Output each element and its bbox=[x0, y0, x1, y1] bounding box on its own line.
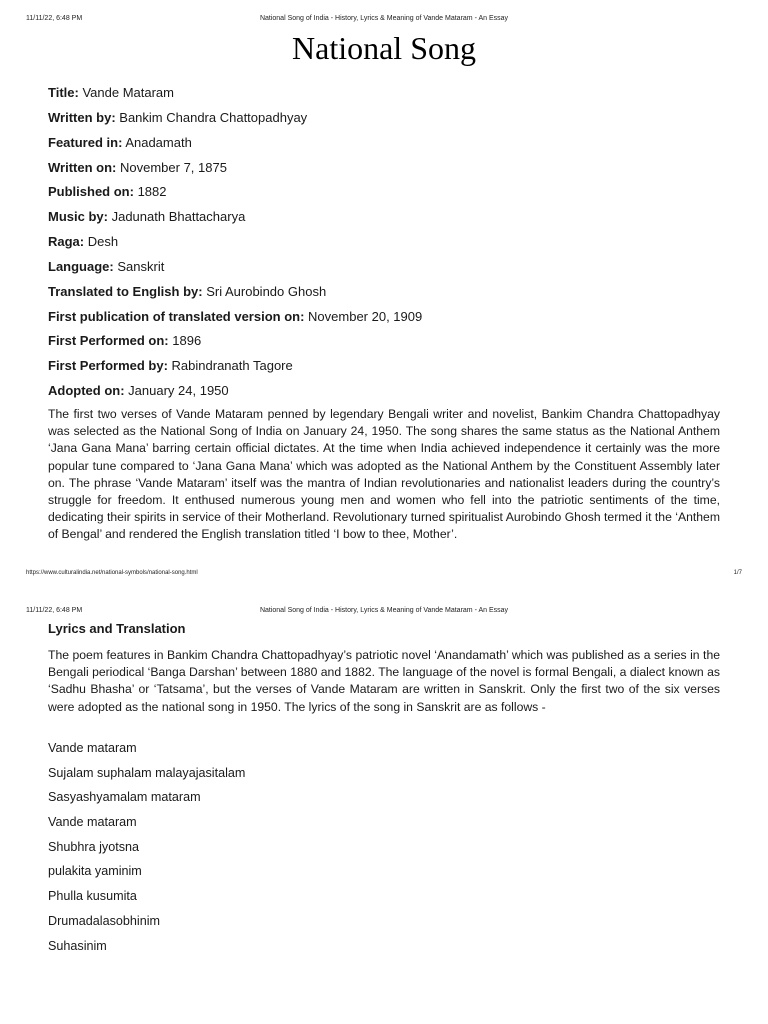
fact-written-by bbox=[48, 106, 720, 131]
fact-value: Rabindranath Tagore bbox=[171, 358, 293, 374]
fact-label: Translated to English by: bbox=[48, 283, 203, 299]
fact-label: Language: bbox=[48, 258, 114, 274]
fact-featured-in bbox=[48, 131, 720, 156]
fact-first-performed-by bbox=[48, 354, 720, 379]
intro-paragraph: The first two verses of Vande Mataram penned by legendary Bengali writer and novelist, Bankim Chandra Chattopadhyay was selected as the National Song of India on January 24, 1950. The song shares the same status as the National Anthem ‘Jana Gana Mana’ barring certain official dictates. At the time when India achieved independence it certainly was the more popular tune compared to ‘Jana Gana Mana’ which was adopted as the National Anthem by the Constituent Assembly later on. The phrase ‘Vande Mataram’ itself was the mantra of Indian revolutionaries and nationalist leaders during the country’s struggle for freedom. It enthused numerous young men and women who fell into the patriotic sentiments of the time, dedicating their spirits in service of their Motherland. Revolutionary turned spiritualist Aurobindo Ghosh termed it the ‘Anthem of Bengal’ and rendered the English translation titled ‘I bow to thee, Mother’. bbox=[48, 407, 720, 542]
fact-raga bbox=[48, 230, 720, 255]
lyric-line: Sasyashyamalam mataram bbox=[48, 790, 201, 805]
fact-first-publication-translated bbox=[48, 305, 720, 330]
lyric-line: Suhasinim bbox=[48, 938, 107, 953]
print-timestamp: 11/11/22, 6:48 PM bbox=[26, 15, 83, 22]
fact-label: First Performed by: bbox=[48, 358, 168, 374]
fact-label: Featured in: bbox=[48, 134, 123, 150]
print-timestamp: 11/11/22, 6:48 PM bbox=[26, 607, 83, 614]
fact-label: Title: bbox=[48, 85, 79, 100]
fact-value: January 24, 1950 bbox=[128, 383, 229, 399]
print-header bbox=[0, 607, 768, 619]
facts-list bbox=[48, 81, 720, 404]
fact-value: Sanskrit bbox=[117, 258, 165, 274]
fact-label: Written on: bbox=[48, 159, 117, 175]
fact-label: Adopted on: bbox=[48, 383, 125, 399]
fact-label: Music by: bbox=[48, 209, 108, 225]
print-footer bbox=[0, 570, 768, 582]
fact-value: 1896 bbox=[172, 333, 202, 349]
fact-label: Raga: bbox=[48, 234, 85, 250]
lyric-line: Phulla kusumita bbox=[48, 889, 137, 904]
lyric-line: Drumadalasobhinim bbox=[48, 913, 160, 928]
fact-label: Written by: bbox=[48, 109, 116, 125]
fact-title bbox=[48, 81, 720, 106]
fact-value: November 7, 1875 bbox=[119, 159, 227, 175]
fact-value: Sri Aurobindo Ghosh bbox=[206, 283, 327, 299]
fact-label: Published on: bbox=[48, 184, 134, 200]
print-document-title: National Song of India - History, Lyrics & Meaning of Vande Mataram - An Essay bbox=[259, 15, 509, 22]
fact-translated-by bbox=[48, 280, 720, 305]
fact-language bbox=[48, 255, 720, 280]
print-header bbox=[0, 15, 768, 27]
print-document-title: National Song of India - History, Lyrics & Meaning of Vande Mataram - An Essay bbox=[259, 607, 509, 614]
fact-value: Vande Mataram bbox=[82, 85, 174, 100]
fact-music-by bbox=[48, 205, 720, 230]
page-title: National Song bbox=[292, 30, 476, 66]
fact-value: 1882 bbox=[137, 184, 167, 200]
fact-written-on bbox=[48, 156, 720, 181]
lyrics-list bbox=[48, 736, 720, 958]
page-url: https://www.culturalindia.net/national-symbols/national-song.html bbox=[26, 570, 198, 576]
fact-published-on bbox=[48, 180, 720, 205]
fact-value: Bankim Chandra Chattopadhyay bbox=[119, 109, 308, 125]
fact-value: Desh bbox=[87, 234, 119, 250]
fact-label: First Performed on: bbox=[48, 333, 169, 349]
lyric-line: Sujalam suphalam malayajasitalam bbox=[48, 765, 246, 780]
fact-value: November 20, 1909 bbox=[308, 308, 423, 324]
lyric-line: pulakita yaminim bbox=[48, 864, 142, 879]
fact-value: Anadamath bbox=[125, 134, 192, 150]
fact-label: First publication of translated version on: bbox=[48, 308, 305, 324]
lyric-line: Vande mataram bbox=[48, 815, 137, 830]
lyric-line: Vande mataram bbox=[48, 741, 137, 755]
fact-first-performed-on bbox=[48, 329, 720, 354]
lyric-line: Shubhra jyotsna bbox=[48, 839, 140, 854]
lyrics-intro-paragraph: The poem features in Bankim Chandra Chattopadhyay’s patriotic novel ‘Anandamath’ which was published as a series in the Bengali periodical ‘Banga Darshan’ between 1880 and 1882. The language of the novel is formal Bengali, a dialect known as ‘Sadhu Bhasha’ or ‘Tatsama’, but the verses of Vande Mataram are written in Sanskrit. Only the first two of the six verses were adopted as the national song in 1950. The lyrics of the song in Sanskrit are as follows - bbox=[48, 648, 720, 714]
fact-adopted-on bbox=[48, 379, 720, 404]
page-number: 1/7 bbox=[733, 570, 742, 576]
fact-value: Jadunath Bhattacharya bbox=[111, 209, 246, 225]
section-heading: Lyrics and Translation bbox=[48, 621, 186, 636]
